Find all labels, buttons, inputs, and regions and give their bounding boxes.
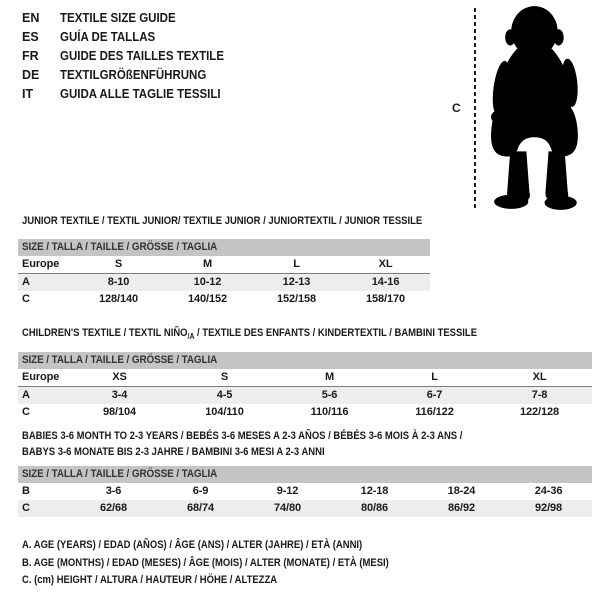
legend-note-a: A. AGE (YEARS) / EDAD (AÑOS) / ÂGE (ANS) / ALTER (JAHRE) / ETÀ (ANNI) xyxy=(22,539,363,551)
language-row-en xyxy=(22,9,238,28)
cell-value: 6-7 xyxy=(382,387,487,405)
height-measure-label: C xyxy=(452,101,461,115)
cell-value: 62/68 xyxy=(70,500,157,517)
row-label: A xyxy=(18,274,74,292)
table-row-months xyxy=(18,483,592,500)
cell-value: 4-5 xyxy=(172,387,277,405)
babies-title-line1: BABIES 3-6 MONTH TO 2-3 YEARS / BEBÉS 3-6 MESES A 2-3 AÑOS / BÉBÉS 3-6 MOIS À 2-3 ANS / xyxy=(22,430,463,442)
babies-table-title xyxy=(22,428,462,460)
row-label: C xyxy=(18,500,70,517)
babies-size-table xyxy=(18,466,592,517)
language-row-es xyxy=(22,28,238,47)
language-row-it xyxy=(22,85,238,104)
cell-value: 6-9 xyxy=(192,485,209,497)
size-col-header: L xyxy=(382,369,487,387)
size-col-header: S xyxy=(74,256,163,274)
size-col-header: XL xyxy=(341,256,430,274)
row-label: B xyxy=(22,485,30,497)
cell-value: 98/104 xyxy=(102,406,137,418)
size-col-header: XS xyxy=(67,369,172,387)
language-list xyxy=(22,9,238,104)
language-title: TEXTILE SIZE GUIDE xyxy=(60,11,176,25)
junior-table-title: JUNIOR TEXTILE / TEXTIL JUNIOR/ TEXTILE JUNIOR / JUNIORTEXTIL / JUNIOR TESSILE xyxy=(22,215,423,227)
cell-value: 104/110 xyxy=(205,406,244,418)
cell-value: 128/140 xyxy=(98,293,139,305)
cell-value: 18-24 xyxy=(447,485,476,497)
language-code: DE xyxy=(22,68,40,82)
size-col-header: XL xyxy=(487,369,592,387)
cell-value: 7-8 xyxy=(487,387,592,405)
cell-value: 24-36 xyxy=(534,485,563,497)
cell-value: 3-4 xyxy=(67,387,172,405)
size-col-header: S xyxy=(172,369,277,387)
region-label: Europe xyxy=(18,369,67,387)
cell-value: 158/170 xyxy=(366,293,406,305)
size-col-header: M xyxy=(277,369,382,387)
size-header-bar xyxy=(18,239,430,256)
legend-note-c: C. (cm) HEIGHT / ALTURA / HAUTEUR / HÖHE / ALTEZZA xyxy=(22,574,278,586)
cell-value: 86/92 xyxy=(418,500,505,517)
row-label: C xyxy=(22,406,30,418)
cell-value: 8-10 xyxy=(74,274,163,292)
language-code: FR xyxy=(22,49,39,63)
baby-silhouette-image xyxy=(484,4,600,216)
region-label: Europe xyxy=(18,256,74,274)
size-col-header: L xyxy=(252,256,341,274)
language-code: EN xyxy=(22,11,40,25)
cell-value: 5-6 xyxy=(277,387,382,405)
children-title-pre: CHILDREN'S TEXTILE / TEXTIL NIÑO xyxy=(22,327,188,339)
cell-value: 110/116 xyxy=(310,406,349,418)
size-header-bar xyxy=(18,352,592,369)
language-row-fr xyxy=(22,47,238,66)
cell-value: 92/98 xyxy=(505,500,592,517)
table-row-height xyxy=(18,500,592,517)
cell-value: 12-13 xyxy=(252,274,341,292)
cell-value: 152/158 xyxy=(276,293,317,305)
height-measure-dashed-line xyxy=(474,8,476,208)
children-size-table xyxy=(18,352,592,421)
junior-size-table xyxy=(18,239,430,308)
cell-value: 80/86 xyxy=(331,500,418,517)
table-row-height xyxy=(18,291,430,308)
table-row-height xyxy=(18,404,592,421)
cell-value: 140/152 xyxy=(187,293,228,305)
size-col-header: M xyxy=(163,256,252,274)
children-title-sub: /A xyxy=(187,332,195,342)
legend-note-b: B. AGE (MONTHS) / EDAD (MESES) / ÂGE (MOIS) / ALTER (MONATE) / ETÀ (MESI) xyxy=(22,556,389,569)
language-code: ES xyxy=(22,30,39,44)
size-columns-row xyxy=(18,256,430,274)
cell-value: 10-12 xyxy=(163,274,252,292)
cell-value: 12-18 xyxy=(360,485,389,497)
language-title: TEXTILGRÖßENFÜHRUNG xyxy=(60,68,207,82)
legend-notes xyxy=(22,537,449,590)
size-header-bar xyxy=(18,466,592,483)
size-bar-label: SIZE / TALLA / TAILLE / GRÖSSE / TAGLIA xyxy=(22,241,218,253)
children-title-post: / TEXTILE DES ENFANTS / KINDERTEXTIL / BAMBINI TESSILE xyxy=(194,327,478,339)
table-row-age xyxy=(18,274,430,292)
babies-title-line2: BABYS 3-6 MONATE BIS 2-3 JAHRE / BAMBINI 3-6 MESI A 2-3 ANNI xyxy=(22,446,325,458)
row-label: C xyxy=(22,293,30,305)
size-bar-label: SIZE / TALLA / TAILLE / GRÖSSE / TAGLIA xyxy=(22,468,218,480)
language-title: GUIDA ALLE TAGLIE TESSILI xyxy=(60,87,221,101)
language-title: GUIDE DES TAILLES TEXTILE xyxy=(60,49,225,63)
language-row-de xyxy=(22,66,238,85)
cell-value: 74/80 xyxy=(244,500,331,517)
cell-value: 14-16 xyxy=(341,274,430,292)
row-label: A xyxy=(18,387,67,405)
cell-value: 116/122 xyxy=(415,406,454,418)
language-title: GUÍA DE TALLAS xyxy=(60,30,156,44)
cell-value: 3-6 xyxy=(105,485,122,497)
size-columns-row xyxy=(18,369,592,387)
cell-value: 68/74 xyxy=(157,500,244,517)
table-row-age xyxy=(18,387,592,405)
language-code: IT xyxy=(22,87,34,101)
cell-value: 122/128 xyxy=(519,406,560,418)
size-bar-label: SIZE / TALLA / TAILLE / GRÖSSE / TAGLIA xyxy=(22,354,218,366)
cell-value: 9-12 xyxy=(276,485,299,497)
children-table-title xyxy=(22,325,477,345)
